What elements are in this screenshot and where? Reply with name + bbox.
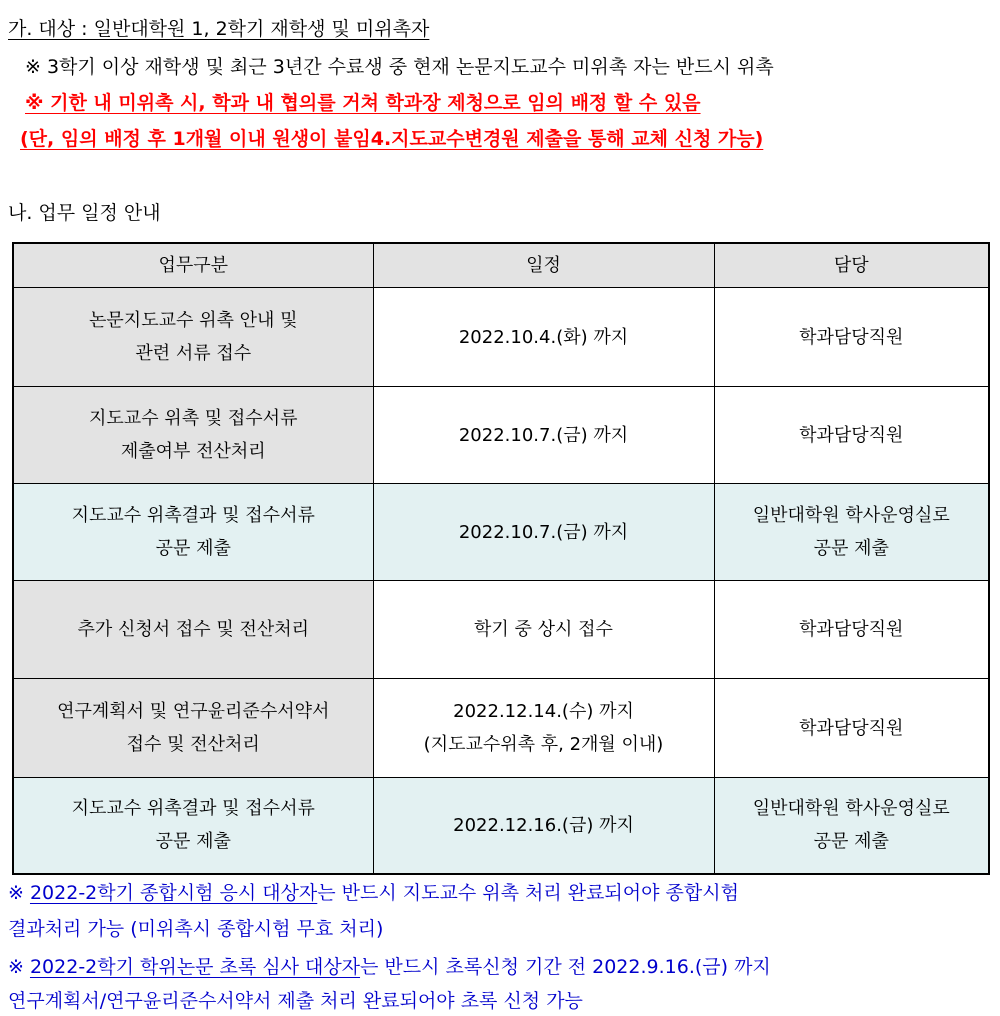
footnote-thesis-text: 는 반드시 초록신청 기간 전 2022.9.16.(금) 까지	[360, 956, 771, 978]
footnote-thesis-line2: 연구계획서/연구윤리준수서약서 제출 처리 완료되어야 초록 신청 가능	[8, 990, 583, 1012]
owner-cell	[714, 387, 989, 484]
schedule-cell	[373, 484, 714, 581]
header-owner: 담당	[714, 243, 989, 288]
schedule-cell	[373, 288, 714, 387]
table-row	[13, 387, 989, 484]
owner-text: 일반대학원 학사운영실로	[752, 798, 950, 820]
section-a-warning-detail: (단, 임의 배정 후 1개월 이내 원생이 붙임4.지도교수변경원 제출을 통해 교체 신청 가능)	[20, 128, 764, 150]
owner-cell	[714, 778, 989, 874]
schedule-cell	[373, 387, 714, 484]
schedule-cell	[373, 581, 714, 679]
owner-text: 일반대학원 학사운영실로	[752, 505, 950, 526]
schedule-text: 2022.10.7.(금) 까지	[458, 424, 629, 446]
schedule-text: 2022.12.14.(수) 까지	[453, 701, 634, 722]
section-b-heading: 나. 업무 일정 안내	[8, 202, 161, 224]
owner-text: 학과담당직원	[799, 326, 904, 348]
task-text: 공문 제출	[155, 538, 231, 559]
task-cell	[13, 778, 373, 874]
task-cell	[13, 484, 373, 581]
owner-text: 공문 제출	[813, 831, 889, 853]
table-header-row	[13, 243, 989, 288]
task-cell	[13, 387, 373, 484]
task-text: 공문 제출	[155, 831, 231, 853]
owner-cell	[714, 679, 989, 778]
task-text: 지도교수 위촉 및 접수서류	[89, 408, 298, 429]
footnote-exam-target: 2022-2학기 종합시험 응시 대상자	[29, 882, 318, 904]
footnote-exam-text: 는 반드시 지도교수 위촉 처리 완료되어야 종합시험	[317, 882, 739, 904]
task-text: 논문지도교수 위촉 안내 및	[89, 310, 298, 331]
table-row	[13, 581, 989, 679]
section-a-heading: 가. 대상 : 일반대학원 1, 2학기 재학생 및 미위촉자	[8, 18, 430, 40]
task-text: 지도교수 위촉결과 및 접수서류	[71, 798, 315, 820]
schedule-table	[12, 242, 990, 875]
task-text: 접수 및 전산처리	[126, 734, 260, 755]
owner-text: 공문 제출	[813, 538, 889, 559]
footnote-mark: ※	[8, 956, 24, 978]
footnote-exam-line2: 결과처리 가능 (미위촉시 종합시험 무효 처리)	[8, 918, 384, 940]
section-a-warning: ※ 기한 내 미위촉 시, 학과 내 협의를 거쳐 학과장 제청으로 임의 배정 할 수 있음	[25, 92, 701, 114]
table-row	[13, 679, 989, 778]
task-text: 추가 신청서 접수 및 전산처리	[77, 619, 310, 640]
header-task: 업무구분	[13, 243, 373, 288]
task-text: 관련 서류 접수	[135, 343, 252, 364]
task-text: 제출여부 전산처리	[120, 441, 266, 462]
section-a-note: ※ 3학기 이상 재학생 및 최근 3년간 수료생 중 현재 논문지도교수 미위촉 자는 반드시 위촉	[25, 56, 774, 78]
schedule-text: 학기 중 상시 접수	[474, 619, 613, 640]
owner-cell	[714, 484, 989, 581]
schedule-cell	[373, 778, 714, 874]
task-text: 연구계획서 및 연구윤리준수서약서	[57, 701, 330, 722]
header-schedule: 일정	[373, 243, 714, 288]
owner-cell	[714, 581, 989, 679]
footnote-exam	[8, 878, 739, 908]
footnote-thesis	[8, 952, 771, 982]
table-row	[13, 484, 989, 581]
schedule-text: 2022.10.7.(금) 까지	[458, 521, 629, 543]
schedule-text: (지도교수위촉 후, 2개월 이내)	[423, 734, 664, 755]
task-cell	[13, 581, 373, 679]
schedule-text: 2022.10.4.(화) 까지	[458, 326, 629, 348]
owner-text: 학과담당직원	[799, 717, 904, 739]
schedule-text: 2022.12.16.(금) 까지	[453, 814, 634, 836]
footnote-thesis-target: 2022-2학기 학위논문 초록 심사 대상자	[29, 956, 361, 978]
task-cell	[13, 288, 373, 387]
table-row	[13, 288, 989, 387]
task-text: 지도교수 위촉결과 및 접수서류	[71, 505, 315, 526]
schedule-cell	[373, 679, 714, 778]
table-row	[13, 778, 989, 874]
owner-text: 학과담당직원	[799, 424, 904, 446]
task-cell	[13, 679, 373, 778]
owner-text: 학과담당직원	[799, 619, 904, 640]
footnote-mark: ※	[8, 882, 24, 904]
owner-cell	[714, 288, 989, 387]
